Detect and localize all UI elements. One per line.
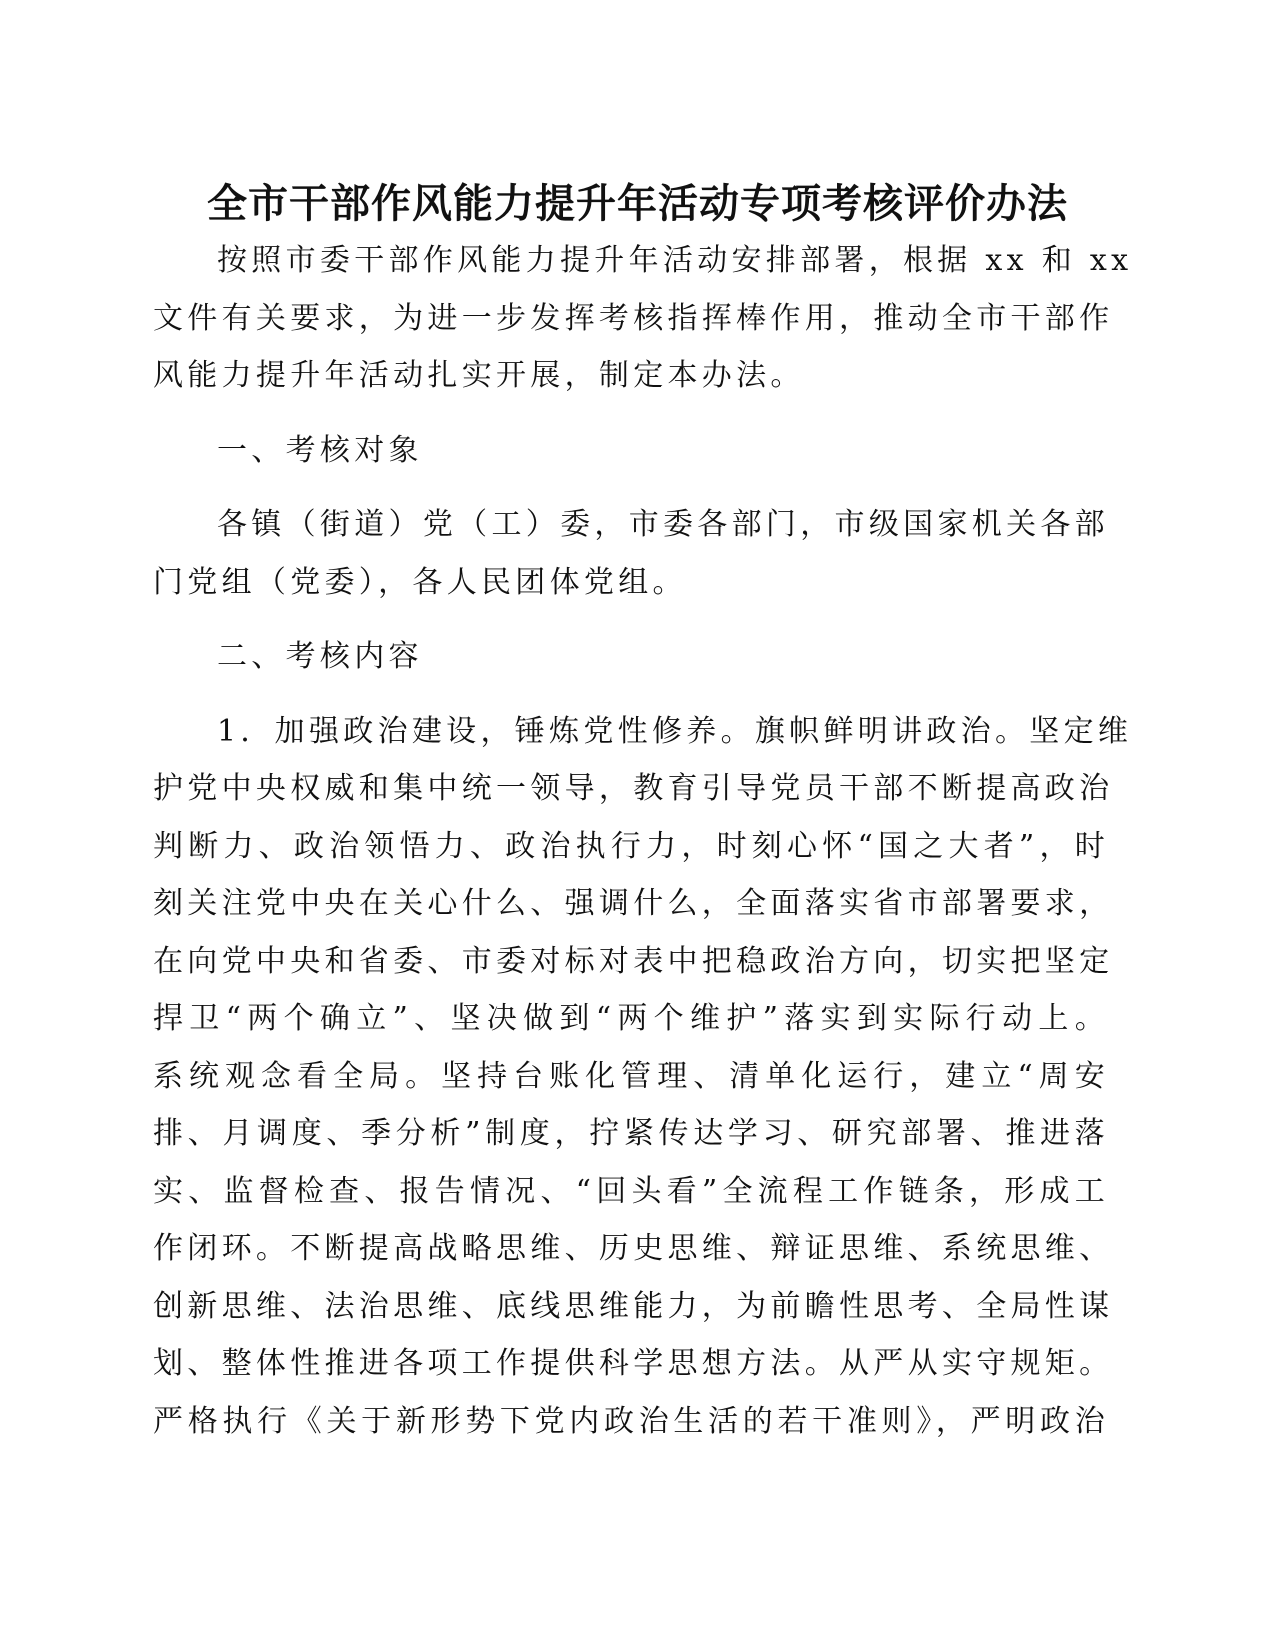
document-body (153, 232, 1133, 1450)
paragraph-line: 创新思维、法治思维、底线思维能力，为前瞻性思考、全局性谋 (153, 1288, 1114, 1324)
paragraph-line: 在向党中央和省委、市委对标对表中把稳政治方向，切实把坚定 (153, 943, 1114, 979)
paragraph-line: 严格执行《关于新形势下党内政治生活的若干准则》，严明政治 (153, 1403, 1109, 1439)
paragraph-gap (153, 479, 1109, 496)
document-title: 全市干部作风能力提升年活动专项考核评价办法 (207, 181, 1068, 227)
paragraph-line: 各镇（街道）党（工）委，市委各部门，市级国家机关各部 (217, 507, 1109, 542)
paragraph-gap (153, 611, 1109, 628)
paragraph-line: 风能力提升年活动扎实开展，制定本办法。 (153, 358, 805, 393)
paragraph-line: 门党组（党委），各人民团体党组。 (153, 564, 687, 600)
paragraph-line: 按照市委干部作风能力提升年活动安排部署，根据 xx 和 xx (217, 243, 1133, 278)
paragraph-line: 系统观念看全局。坚持台账化管理、清单化运行，建立“周安 (153, 1058, 1109, 1094)
paragraph-gap (153, 686, 1109, 703)
paragraph-line: 判断力、政治领悟力、政治执行力，时刻心怀“国之大者”，时 (153, 828, 1109, 864)
paragraph-line: 捍卫“两个确立”、坚决做到“两个维护”落实到实际行动上。 (153, 1001, 1109, 1036)
paragraph-gap (153, 405, 1109, 422)
paragraph-line: 划、整体性推进各项工作提供科学思想方法。从严从实守规矩。 (153, 1346, 1114, 1381)
intro-paragraph (153, 232, 1133, 405)
paragraph-line: 1．加强政治建设，锤炼党性修养。旗帜鲜明讲政治。坚定维 (217, 713, 1133, 749)
paragraph-line: 文件有关要求，为进一步发挥考核指挥棒作用，推动全市干部作 (153, 300, 1114, 336)
section2-paragraph (153, 703, 1133, 1451)
paragraph-line: 刻关注党中央在关心什么、强调什么，全面落实省市部署要求， (153, 886, 1114, 921)
paragraph-line: 排、月调度、季分析”制度，拧紧传达学习、研究部署、推进落 (153, 1116, 1109, 1151)
section-heading: 二、考核内容 (217, 639, 423, 674)
section1-paragraph (153, 496, 1109, 611)
paragraph-line: 护党中央权威和集中统一领导，教育引导党员干部不断提高政治 (153, 771, 1114, 806)
paragraph-line: 实、监督检查、报告情况、“回头看”全流程工作链条，形成工 (153, 1173, 1109, 1209)
section-heading: 一、考核对象 (217, 432, 423, 468)
paragraph-line: 作闭环。不断提高战略思维、历史思维、辩证思维、系统思维、 (153, 1231, 1114, 1266)
